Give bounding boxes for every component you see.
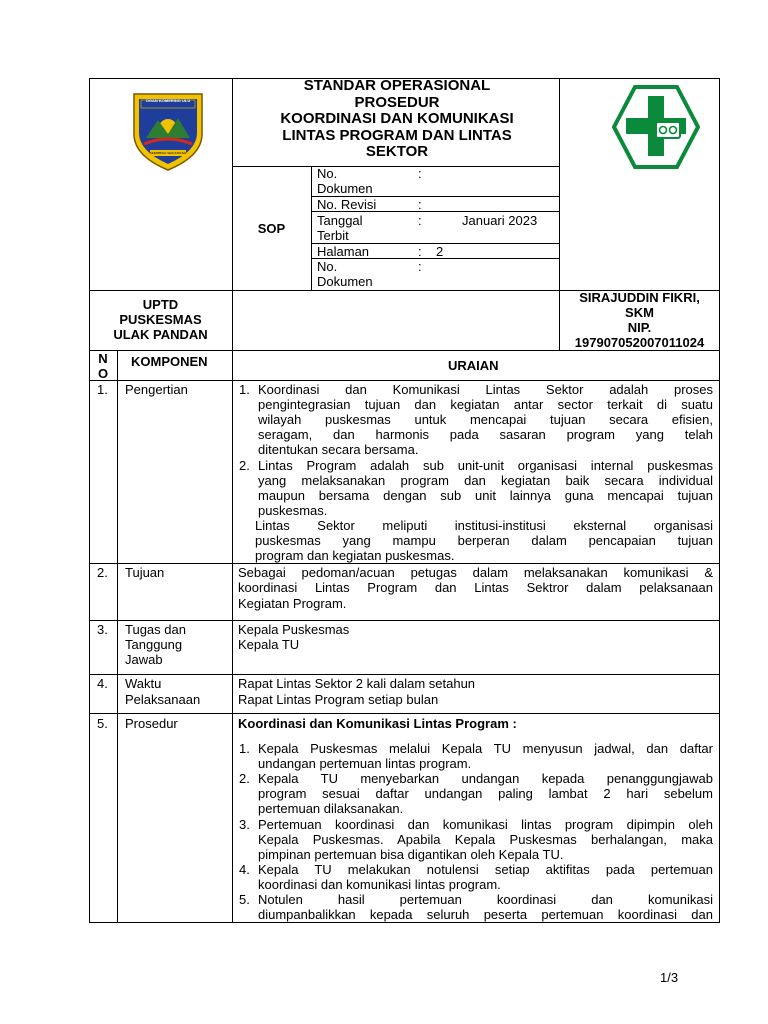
prosedur-heading: Koordinasi dan Komunikasi Lintas Program : xyxy=(238,716,517,731)
title-line-5: SEKTOR xyxy=(365,143,429,160)
row2-komponen: Tujuan xyxy=(125,565,165,580)
page-number: 1/3 xyxy=(660,970,679,985)
puskesmas-logo xyxy=(612,84,700,170)
col-header-uraian: URAIAN xyxy=(448,358,499,373)
row3-no: 3. xyxy=(97,622,108,637)
col-header-komponen: KOMPONEN xyxy=(131,354,208,369)
title-line-4: LINTAS PROGRAM DAN LINTAS xyxy=(282,126,512,144)
title-line-1: STANDAR OPERASIONAL xyxy=(303,77,491,94)
col-header-no: N O xyxy=(97,351,109,381)
row1-komponen: Pengertian xyxy=(125,382,188,397)
shield-top-text: OGAN KOMERING ULU xyxy=(145,98,191,103)
row5-no: 5. xyxy=(97,716,108,731)
organization-name: UPTD PUSKESMAS ULAK PANDAN xyxy=(113,297,208,342)
title-line-3: KOORDINASI DAN KOMUNIKASI xyxy=(280,110,514,127)
row1-no: 1. xyxy=(97,382,108,397)
row5-komponen: Prosedur xyxy=(125,716,178,731)
title-line-2: PROSEDUR xyxy=(354,93,440,111)
signer-block: SIRAJUDDIN FIKRI, SKM NIP. 197907052007011024 xyxy=(574,290,705,350)
row4-no: 4. xyxy=(97,676,108,691)
shield-bottom-text: SEBIMBING SEKUNDANG xyxy=(149,151,187,155)
row2-no: 2. xyxy=(97,565,108,580)
sop-label: SOP xyxy=(257,221,286,236)
document-title xyxy=(236,78,558,161)
